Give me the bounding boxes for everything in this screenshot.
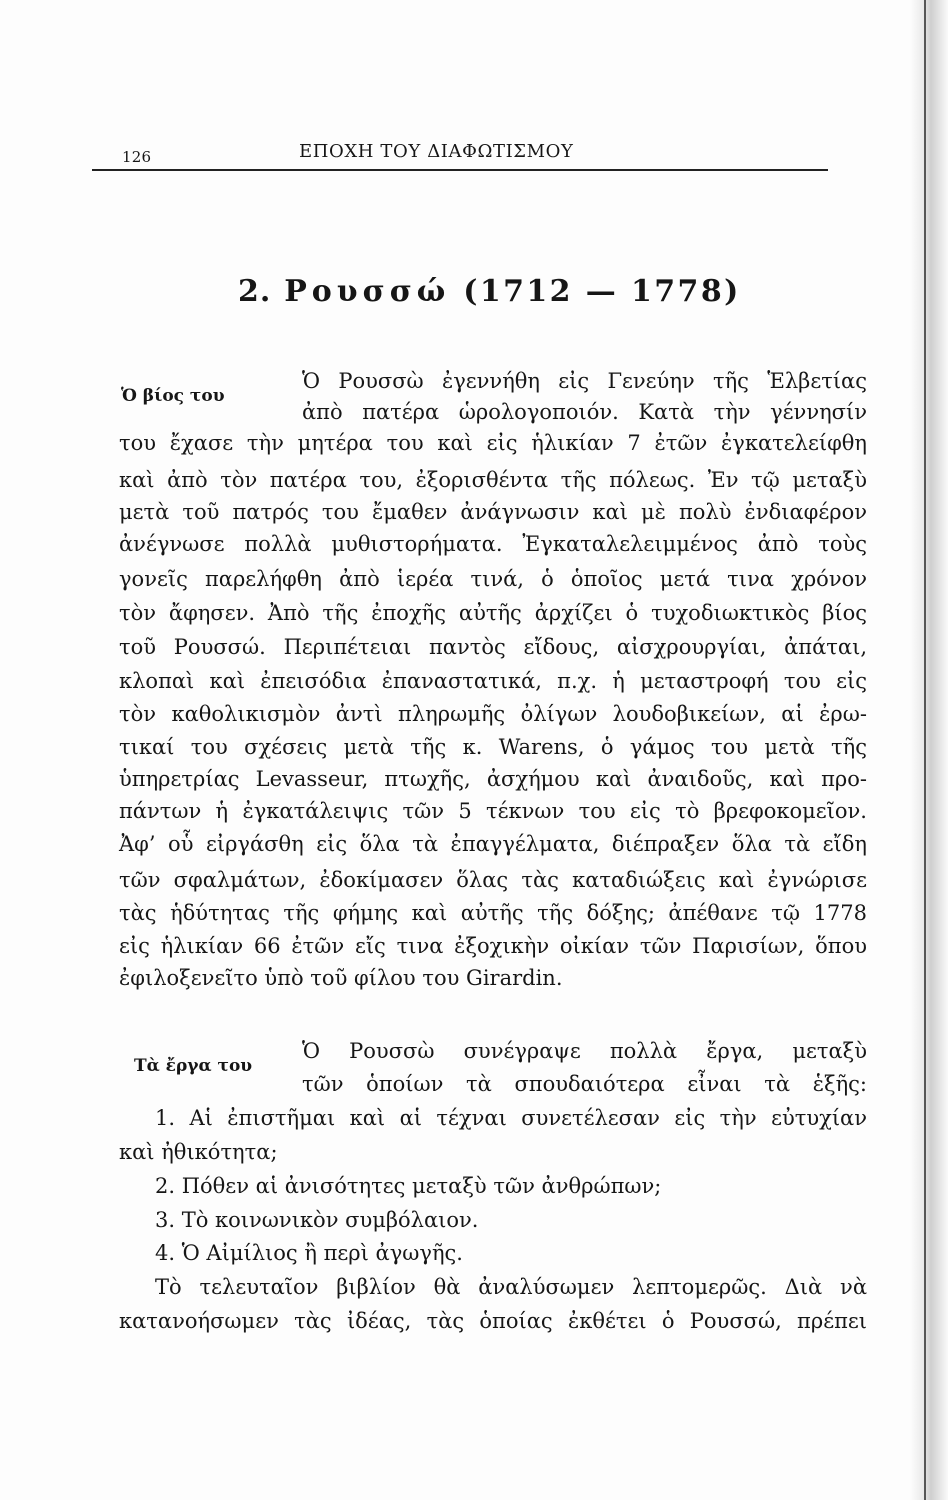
paragraph-line: κατανοήσωμεν τὰς ἰδέας, τὰς ὁποίας ἐκθέτει ὁ Ρουσσώ, πρέπει: [119, 1309, 867, 1333]
page-number: 126: [122, 148, 152, 166]
paragraph-line: τῶν ὁποίων τὰ σπουδαιότερα εἶναι τὰ ἑξῆς:: [302, 1072, 867, 1096]
paragraph-line: καὶ ἀπὸ τὸν πατέρα του, ἐξορισθέντα τῆς πόλεως. Ἐν τῷ μεταξὺ: [119, 468, 867, 492]
paragraph-line: ἀπὸ πατέρα ὡρολογοποιόν. Κατὰ τὴν γέννησίν: [302, 400, 867, 424]
list-item: 3. Τὸ κοινωνικὸν συμβόλαιον.: [155, 1208, 479, 1232]
paragraph-line: Ἀφ’ οὗ εἰργάσθη εἰς ὅλα τὰ ἐπαγγέλματα, διέπραξεν ὅλα τὰ εἴδη: [119, 832, 867, 856]
paragraph-line: ἀνέγνωσε πολλὰ μυθιστορήματα. Ἐγκαταλελειμμένος ἀπὸ τοὺς: [119, 532, 867, 556]
paragraph-line: Ὁ Ρουσσὼ συνέγραψε πολλὰ ἔργα, μεταξὺ: [302, 1039, 867, 1063]
side-heading-works: Τὰ ἔργα του: [134, 1056, 253, 1076]
paragraph-line: Ὁ Ρουσσὼ ἐγεννήθη εἰς Γενεύην τῆς Ἑλβετίας: [302, 369, 867, 393]
paragraph-line: τῶν σφαλμάτων, ἐδοκίμασεν ὅλας τὰς καταδιώξεις καὶ ἐγνώρισε: [119, 868, 867, 892]
paragraph-line: τοῦ Ρουσσώ. Περιπέτειαι παντὸς εἴδους, αἰσχρουργίαι, ἀπάται,: [119, 635, 867, 659]
paragraph-line: γονεῖς παρελήφθη ἀπὸ ἱερέα τινά, ὁ ὁποῖος μετά τινα χρόνον: [119, 567, 867, 591]
page-edge-shadow: [910, 0, 948, 1500]
side-heading-life: Ὁ βίος του: [121, 386, 225, 406]
paragraph-line: κλοπαὶ καὶ ἐπεισόδια ἐπαναστατικά, π.χ. ἡ μεταστροφή του εἰς: [119, 669, 867, 693]
list-item: 2. Πόθεν αἱ ἀνισότητες μεταξὺ τῶν ἀνθρώπων;: [155, 1174, 662, 1198]
list-item-continuation: καὶ ἠθικότητα;: [119, 1140, 278, 1164]
chapter-title: [238, 274, 741, 309]
paragraph-line: τικαί του σχέσεις μετὰ τῆς κ. Warens, ὁ γάμος του μετὰ τῆς: [119, 735, 867, 759]
page-edge-line: [924, 0, 926, 1500]
paragraph-line: τὸν ἄφησεν. Ἀπὸ τῆς ἐποχῆς αὐτῆς ἀρχίζει ὁ τυχοδιωκτικὸς βίος: [119, 601, 867, 625]
chapter-number: 2.: [238, 274, 272, 309]
running-head: ΕΠΟΧΗ ΤΟΥ ΔΙΑΦΩΤΙΣΜΟΥ: [299, 141, 574, 162]
paragraph-line: τὸν καθολικισμὸν ἀντὶ πληρωμῆς ὀλίγων λουδοβικείων, αἱ ἐρω-: [119, 702, 867, 726]
chapter-name: Ρουσσώ: [284, 274, 451, 309]
list-item: 1. Αἱ ἐπιστῆμαι καὶ αἱ τέχναι συνετέλεσαν εἰς τὴν εὐτυχίαν: [155, 1106, 867, 1130]
paragraph-line: ἐφιλοξενεῖτο ὑπὸ τοῦ φίλου του Girardin.: [119, 966, 563, 990]
paragraph-line: τὰς ἡδύτητας τῆς φήμης καὶ αὐτῆς τῆς δόξης; ἀπέθανε τῷ 1778: [119, 901, 867, 925]
header-rule: [92, 169, 828, 171]
paragraph-line: εἰς ἡλικίαν 66 ἐτῶν εἴς τινα ἐξοχικὴν οἰκίαν τῶν Παρισίων, ὅπου: [119, 934, 867, 958]
paragraph-line: μετὰ τοῦ πατρός του ἔμαθεν ἀνάγνωσιν καὶ μὲ πολὺ ἐνδιαφέρον: [119, 500, 867, 524]
paragraph-line: Τὸ τελευταῖον βιβλίον θὰ ἀναλύσωμεν λεπτομερῶς. Διὰ νὰ: [155, 1275, 867, 1299]
paragraph-line: ὑπηρετρίας Levasseur, πτωχῆς, ἀσχήμου καὶ ἀναιδοῦς, καὶ προ-: [119, 767, 867, 791]
paragraph-line: του ἔχασε τὴν μητέρα του καὶ εἰς ἡλικίαν 7 ἐτῶν ἐγκατελείφθη: [119, 431, 867, 455]
list-item: 4. Ὁ Αἰμίλιος ἢ περὶ ἀγωγῆς.: [155, 1241, 463, 1265]
chapter-years: (1712 — 1778): [463, 274, 741, 309]
paragraph-line: πάντων ἡ ἐγκατάλειψις τῶν 5 τέκνων του εἰς τὸ βρεφοκομεῖον.: [119, 799, 867, 823]
